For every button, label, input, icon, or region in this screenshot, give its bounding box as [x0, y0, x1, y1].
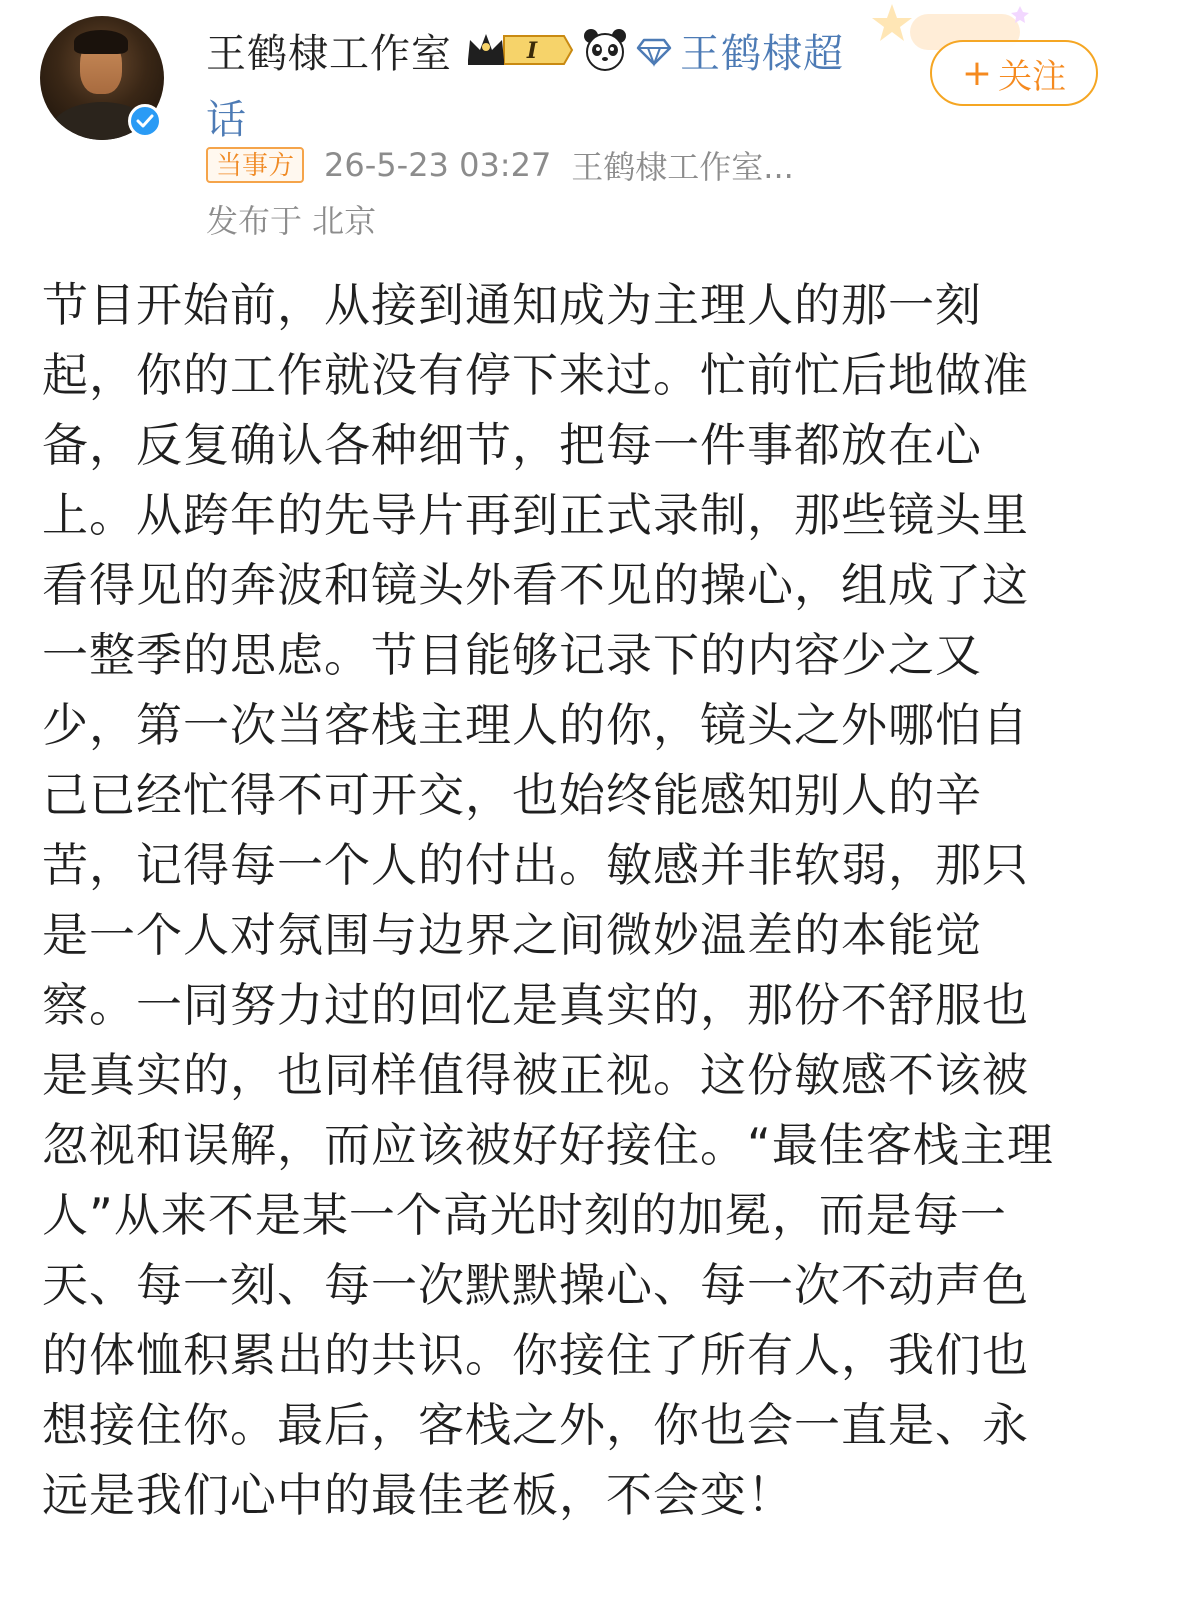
body-line: 人”从来不是某一个高光时刻的加冕，而是每一: [42, 1188, 1007, 1242]
body-line: 是真实的，也同样值得被正视。这份敏感不该被: [42, 1048, 1029, 1102]
body-line: 是一个人对氛围与边界之间微妙温差的本能觉: [42, 908, 982, 962]
body-line: 察。一同努力过的回忆是真实的，那份不舒服也: [42, 978, 1029, 1032]
body-line: 少，第一次当客栈主理人的你，镜头之外哪怕自: [42, 698, 1029, 752]
body-line: 己已经忙得不可开交，也始终能感知别人的辛: [42, 768, 982, 822]
post-source[interactable]: 王鹤棣工作室...: [571, 148, 794, 186]
post-time: 26-5-23 03:27: [324, 146, 552, 184]
body-line: 看得见的奔波和镜头外看不见的操心，组成了这: [42, 558, 1029, 612]
diamond-icon: [636, 32, 672, 68]
body-line: 天、每一刻、每一次默默操心、每一次不动声色: [42, 1258, 1029, 1312]
body-line: 的体恤积累出的共识。你接住了所有人，我们也: [42, 1328, 1029, 1382]
post-meta: [206, 144, 794, 186]
body-line: 备，反复确认各种细节，把每一件事都放在心: [42, 418, 982, 472]
crown-badge-level: I: [526, 38, 538, 64]
follow-button-label: 关注: [998, 56, 1067, 97]
body-line: 起，你的工作就没有停下来过。忙前忙后地做准: [42, 348, 1029, 402]
plus-icon: +: [961, 52, 993, 94]
body-line: 想接住你。最后，客栈之外，你也会一直是、永: [42, 1398, 1029, 1452]
crown-icon[interactable]: [464, 30, 574, 70]
verified-check-icon: [128, 104, 162, 138]
post-body: [42, 270, 1102, 1530]
body-line: 节目开始前，从接到通知成为主理人的那一刻: [42, 278, 982, 332]
body-line: 忽视和误解，而应该被好好接住。“最佳客栈主理: [42, 1118, 1054, 1172]
body-line: 上。从跨年的先导片再到正式录制，那些镜头里: [42, 488, 1029, 542]
topic-link[interactable]: 王鹤棣超: [680, 30, 844, 77]
party-badge: 当事方: [206, 147, 304, 183]
panda-icon: [582, 27, 628, 73]
body-line: 苦，记得每一个人的付出。敏感并非软弱，那只: [42, 838, 1029, 892]
body-line: 一整季的思虑。节目能够记录下的内容少之又: [42, 628, 982, 682]
author-name[interactable]: 王鹤棣工作室: [206, 30, 452, 77]
author-line: [206, 22, 844, 78]
follow-button[interactable]: [930, 40, 1098, 106]
topic-link-continued[interactable]: 话: [206, 97, 246, 143]
avatar-hair: [74, 30, 128, 54]
body-line: 远是我们心中的最佳老板，不会变！: [42, 1468, 794, 1522]
post-location: 发布于 北京: [206, 202, 377, 240]
